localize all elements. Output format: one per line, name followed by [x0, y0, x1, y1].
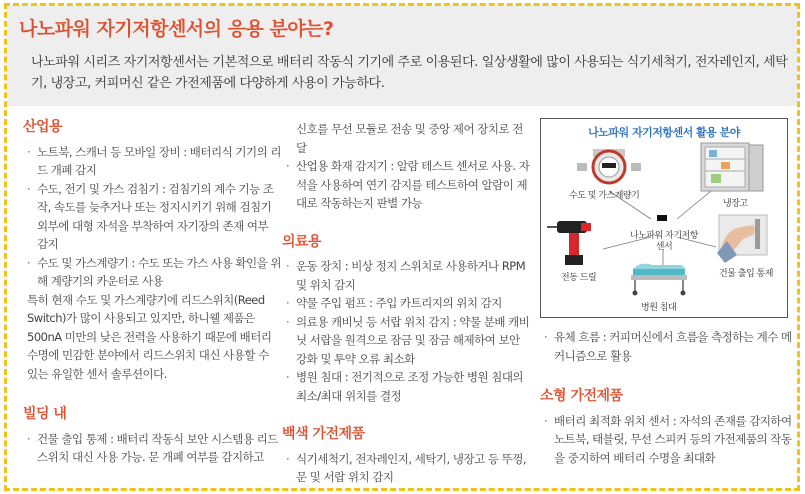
building-list	[23, 430, 281, 467]
refrigerator-icon	[701, 143, 763, 191]
label-door: 건물 출입 통제	[719, 269, 773, 279]
page-title: 나노파워 자기저항센서의 응용 분야는?	[19, 18, 334, 40]
application-diagram	[540, 118, 788, 318]
label-fridge: 냉장고	[723, 199, 748, 209]
article-frame	[4, 3, 800, 491]
list-item: · 운동 장치 : 비상 정지 스위치로 사용하거나 RPM 및 위치 감지	[282, 257, 532, 294]
sensor-chip-icon	[657, 215, 667, 221]
header-box	[7, 6, 797, 106]
list-item: · 유체 흐름 : 커피머신에서 흐름을 측정하는 계수 메커니즘으로 활용	[540, 328, 792, 365]
continued-text: 신호를 무선 모듈로 전송 및 중앙 제어 장치로 전달	[296, 122, 523, 155]
diagram-title: 나노파워 자기저항센서 활용 분야	[588, 126, 740, 139]
fluid-flow-list	[540, 328, 792, 365]
column-3	[540, 118, 792, 467]
industrial-paragraph: 특히 현재 수도 및 가스계량기에 리드스위치(Reed Switch)가 많이 사용되고 있지만, 하니웰 제품은 500nA 미만의 낮은 전력을 사용하기 때문에 배터리 수명에 민감한 분야에서 리드스위치 대신 사용할 수 있는 유일한 센서 솔루션이다.	[27, 292, 272, 381]
section-title-white-goods: 백색 가전제품	[282, 426, 365, 442]
section-title-industrial: 산업용	[23, 119, 63, 135]
intro-paragraph: 나노파워 시리즈 자기저항센서는 기본적으로 배터리 작동식 기기에 주로 이용된다. 일상생활에 많이 사용되는 식기세척기, 전자레인지, 세탁기, 냉장고, 커피머신 같은 가전제품에 다양하게 사용이 가능하다.	[31, 55, 788, 91]
list-item: · 건물 출입 통제 : 배터리 작동식 보안 시스템용 리드스위치 대신 사용 가능. 문 개폐 여부를 감지하고	[23, 430, 281, 467]
section-title-small-appliance: 소형 가전제품	[540, 388, 623, 404]
fire-alarm-list	[282, 157, 532, 213]
industrial-list	[23, 143, 281, 291]
list-item: · 약물 주입 펌프 : 주입 카트리지의 위치 감지	[282, 294, 532, 313]
label-center: 나노파워 자기저항센서	[630, 231, 698, 252]
list-item: · 병원 침대 : 전기적으로 조정 가능한 병원 침대의 최소/최대 위치를 결정	[282, 368, 532, 405]
list-item: · 식기세척기, 전자레인지, 세탁기, 냉장고 등 뚜껑, 문 및 서랍 위치 감지	[282, 450, 532, 487]
white-goods-list	[282, 450, 532, 487]
list-item: · 의료용 캐비닛 등 서랍 위치 감지 : 약물 분배 캐비닛 서랍을 원격으로 잠금 및 잠금 해제하여 보안 강화 및 투약 오류 최소화	[282, 313, 532, 369]
drill-icon	[547, 221, 591, 265]
column-2	[282, 120, 532, 487]
door-handle-icon	[717, 215, 767, 263]
water-meter-icon	[577, 149, 641, 183]
label-bed: 병원 침대	[641, 303, 677, 313]
list-item: · 수도, 전기 및 가스 검침기 : 검침기의 계수 기능 조작, 속도를 늦추거나 또는 정지시키기 위해 검침기 외부에 대형 자석을 부착하여 자기장의 존재 여부 감지	[23, 180, 281, 254]
section-title-medical: 의료용	[282, 233, 322, 250]
list-item: · 산업용 화재 감지기 : 알람 테스트 센서로 사용. 자석을 사용하여 연기 감지를 테스트하여 알람이 제대로 작동하는지 판별 가능	[282, 157, 532, 213]
column-1	[23, 118, 281, 467]
section-title-building: 빌딩 내	[23, 406, 67, 422]
label-drill: 전동 드릴	[561, 273, 597, 283]
list-item: · 수도 및 가스계량기 : 수도 또는 가스 사용 확인을 위해 계량기의 카운터로 사용	[23, 254, 281, 291]
small-appliance-list	[540, 412, 792, 468]
list-item: · 배터리 최적화 위치 센서 : 자석의 존재를 감지하여 노트북, 태블릿, 무선 스피커 등의 가전제품의 작동을 중지하여 배터리 수명을 최대화	[540, 412, 792, 468]
medical-list	[282, 257, 532, 405]
hospital-bed-icon	[631, 264, 687, 296]
label-meter: 수도 및 가스계량기	[569, 191, 640, 201]
diagram-art	[541, 119, 789, 319]
list-item: · 노트북, 스캐너 등 모바일 장비 : 배터리식 기기의 리드 개폐 감지	[23, 143, 281, 180]
